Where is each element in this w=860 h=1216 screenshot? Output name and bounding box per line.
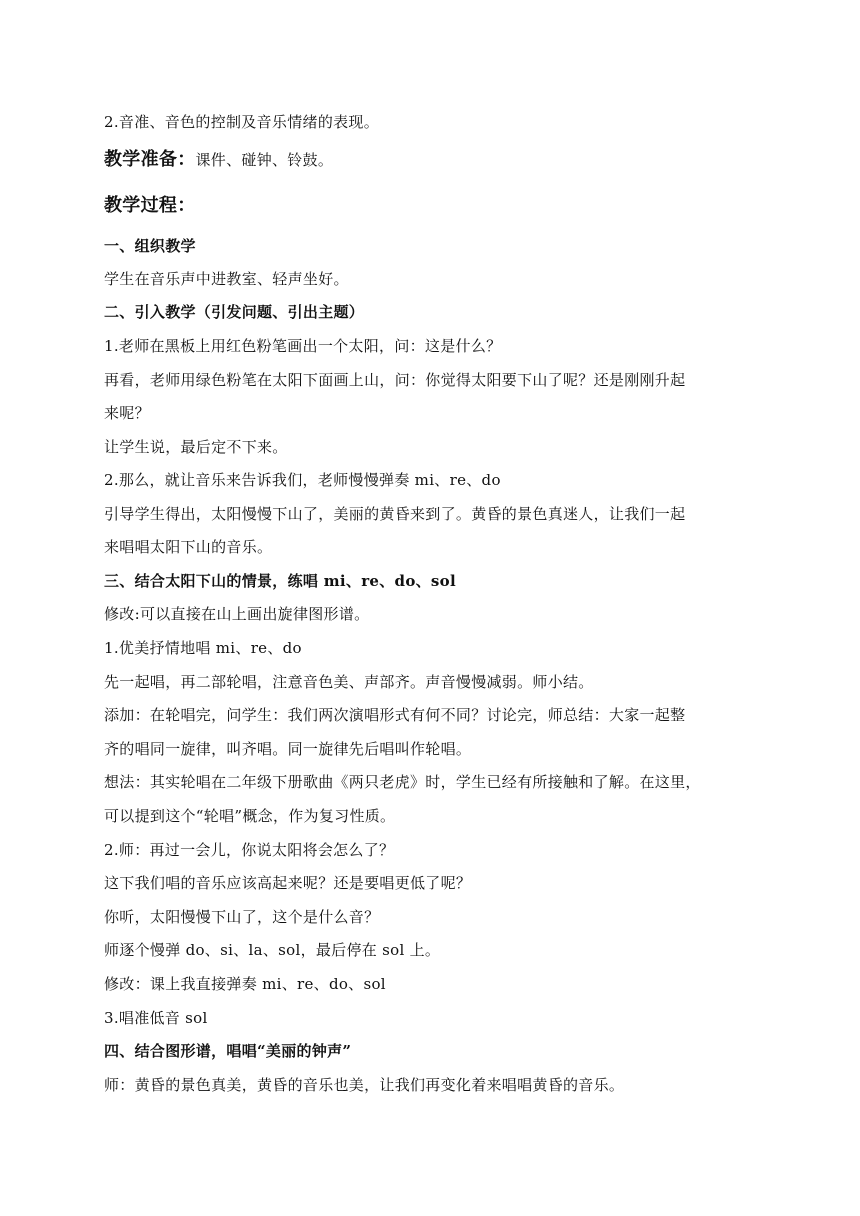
section-2-paragraph: 让学生说，最后定不下来。 <box>104 438 288 456</box>
objective-2: 2.音准、音色的控制及音乐情绪的表现。 <box>104 113 380 131</box>
section-3-paragraph: 2.师：再过一会儿，你说太阳将会怎么了？ <box>104 841 395 859</box>
section-3-paragraph: 1.优美抒情地唱 mi、re、do <box>104 639 302 657</box>
section-2-paragraph: 来呢？ <box>104 404 150 422</box>
section-3-paragraph: 你听，太阳慢慢下山了，这个是什么音？ <box>104 908 380 926</box>
section-2-heading: 二、引入教学（引发问题、引出主题） <box>104 303 365 321</box>
section-2-paragraph: 2.那么，就让音乐来告诉我们，老师慢慢弹奏 mi、re、do <box>104 471 501 489</box>
section-2-paragraph: 来唱唱太阳下山的音乐。 <box>104 538 273 556</box>
section-3-paragraph: 修改:可以直接在山上画出旋律图形谱。 <box>104 605 370 623</box>
section-4-heading: 四、结合图形谱，唱唱“美丽的钟声” <box>104 1042 352 1060</box>
section-3-paragraph: 可以提到这个“轮唱”概念，作为复习性质。 <box>104 807 396 825</box>
process-heading: 教学过程： <box>104 195 196 216</box>
section-3-paragraph: 齐的唱同一旋律，叫齐唱。同一旋律先后唱叫作轮唱。 <box>104 740 472 758</box>
section-3-paragraph: 先一起唱，再二部轮唱，注意音色美、声部齐。声音慢慢减弱。师小结。 <box>104 673 594 691</box>
prep-line <box>104 150 764 170</box>
section-4-paragraph: 师：黄昏的景色真美，黄昏的音乐也美，让我们再变化着来唱唱黄昏的音乐。 <box>104 1076 625 1094</box>
section-3-paragraph: 修改：课上我直接弹奏 mi、re、do、sol <box>104 975 386 993</box>
section-3-heading: 三、结合太阳下山的情景，练唱 mi、re、do、sol <box>104 572 456 590</box>
prep-label: 教学准备： <box>104 149 196 170</box>
section-3-paragraph: 添加：在轮唱完，问学生：我们两次演唱形式有何不同？讨论完，师总结：大家一起整 <box>104 706 686 724</box>
section-3-paragraph: 3.唱准低音 sol <box>104 1009 208 1027</box>
section-2-paragraph: 再看，老师用绿色粉笔在太阳下面画上山，问：你觉得太阳要下山了呢？还是刚刚升起 <box>104 371 686 389</box>
prep-text: 课件、碰钟、铃鼓。 <box>195 151 334 169</box>
section-3-paragraph: 这下我们唱的音乐应该高起来呢？还是要唱更低了呢？ <box>104 874 472 892</box>
section-2-paragraph: 引导学生得出，太阳慢慢下山了，美丽的黄昏来到了。黄昏的景色真迷人，让我们一起 <box>104 505 686 523</box>
section-1-heading: 一、组织教学 <box>104 237 196 255</box>
section-3-paragraph: 想法：其实轮唱在二年级下册歌曲《两只老虎》时，学生已经有所接触和了解。在这里， <box>104 773 701 791</box>
section-3-paragraph: 师逐个慢弹 do、si、la、sol，最后停在 sol 上。 <box>104 941 441 959</box>
section-1-paragraph: 学生在音乐声中进教室、轻声坐好。 <box>104 270 349 288</box>
section-2-paragraph: 1.老师在黑板上用红色粉笔画出一个太阳，问：这是什么？ <box>104 337 502 355</box>
